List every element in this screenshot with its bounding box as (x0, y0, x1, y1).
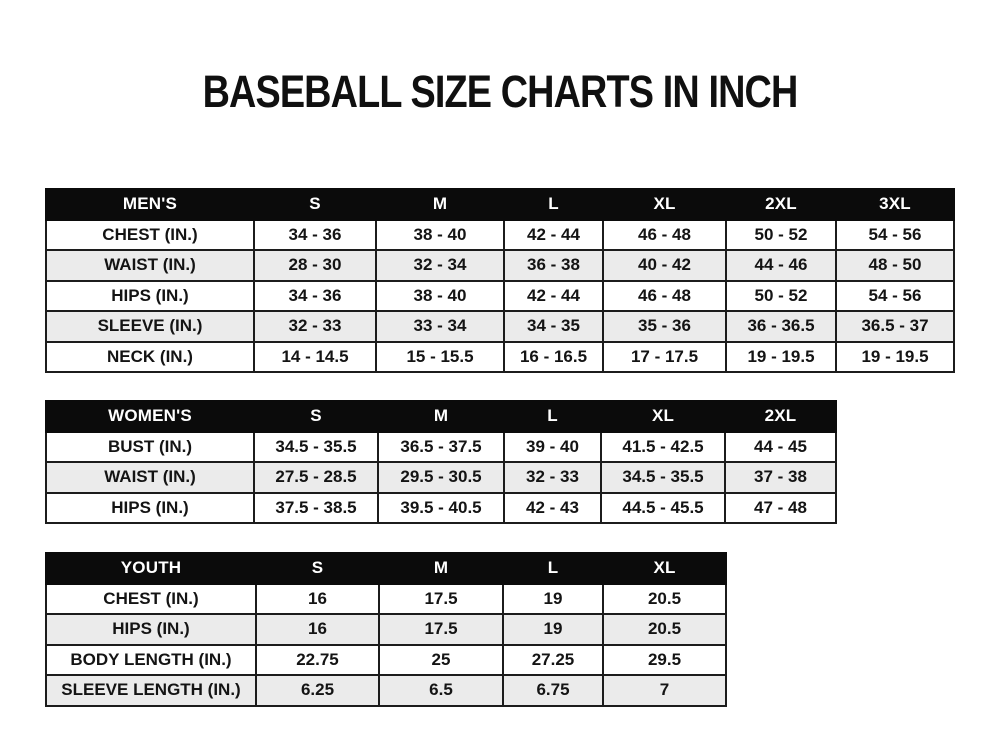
size-value: 34 - 36 (254, 220, 376, 251)
size-value: 20.5 (603, 584, 726, 615)
size-value: 44.5 - 45.5 (601, 493, 725, 524)
size-value: 19 (503, 614, 603, 645)
size-value: 17 - 17.5 (603, 342, 726, 373)
page-title: BASEBALL SIZE CHARTS IN INCH (202, 66, 798, 118)
youth-size-table (45, 552, 727, 707)
youth-header-row (46, 553, 726, 584)
table-row (46, 493, 836, 524)
size-column-header-2xl: 2XL (725, 401, 836, 432)
size-value: 38 - 40 (376, 220, 504, 251)
size-value: 16 (256, 614, 379, 645)
size-column-header-s: S (256, 553, 379, 584)
measurement-label: SLEEVE LENGTH (IN.) (46, 675, 256, 706)
table-row (46, 432, 836, 463)
size-value: 28 - 30 (254, 250, 376, 281)
size-value: 7 (603, 675, 726, 706)
size-value: 19 - 19.5 (726, 342, 836, 373)
size-value: 54 - 56 (836, 281, 954, 312)
size-value: 44 - 45 (725, 432, 836, 463)
size-value: 46 - 48 (603, 281, 726, 312)
mens-table-title-cell: MEN'S (46, 189, 254, 220)
size-value: 35 - 36 (603, 311, 726, 342)
size-value: 36.5 - 37 (836, 311, 954, 342)
table-row (46, 311, 954, 342)
womens-header-row (46, 401, 836, 432)
size-value: 32 - 33 (254, 311, 376, 342)
size-column-header-xl: XL (601, 401, 725, 432)
size-value: 36.5 - 37.5 (378, 432, 504, 463)
measurement-label: CHEST (IN.) (46, 584, 256, 615)
size-column-header-xl: XL (603, 189, 726, 220)
table-row (46, 675, 726, 706)
size-value: 44 - 46 (726, 250, 836, 281)
table-row (46, 342, 954, 373)
size-value: 50 - 52 (726, 281, 836, 312)
size-value: 17.5 (379, 614, 503, 645)
size-value: 6.25 (256, 675, 379, 706)
size-value: 22.75 (256, 645, 379, 676)
size-value: 33 - 34 (376, 311, 504, 342)
size-value: 27.25 (503, 645, 603, 676)
measurement-label: CHEST (IN.) (46, 220, 254, 251)
size-value: 29.5 (603, 645, 726, 676)
size-value: 32 - 33 (504, 462, 601, 493)
size-value: 37.5 - 38.5 (254, 493, 378, 524)
size-column-header-3xl: 3XL (836, 189, 954, 220)
size-column-header-s: S (254, 401, 378, 432)
size-value: 47 - 48 (725, 493, 836, 524)
table-row (46, 281, 954, 312)
measurement-label: HIPS (IN.) (46, 281, 254, 312)
size-value: 40 - 42 (603, 250, 726, 281)
mens-size-table (45, 188, 955, 373)
size-column-header-xl: XL (603, 553, 726, 584)
size-value: 42 - 44 (504, 281, 603, 312)
size-value: 6.5 (379, 675, 503, 706)
size-value: 29.5 - 30.5 (378, 462, 504, 493)
size-value: 25 (379, 645, 503, 676)
size-value: 19 (503, 584, 603, 615)
measurement-label: WAIST (IN.) (46, 250, 254, 281)
size-value: 54 - 56 (836, 220, 954, 251)
size-value: 48 - 50 (836, 250, 954, 281)
measurement-label: BUST (IN.) (46, 432, 254, 463)
measurement-label: WAIST (IN.) (46, 462, 254, 493)
size-value: 15 - 15.5 (376, 342, 504, 373)
womens-size-table (45, 400, 837, 524)
size-column-header-m: M (378, 401, 504, 432)
size-value: 39 - 40 (504, 432, 601, 463)
table-row (46, 462, 836, 493)
size-value: 41.5 - 42.5 (601, 432, 725, 463)
size-value: 42 - 43 (504, 493, 601, 524)
youth-table-title-cell: YOUTH (46, 553, 256, 584)
womens-table-title-cell: WOMEN'S (46, 401, 254, 432)
size-column-header-l: L (503, 553, 603, 584)
table-row (46, 614, 726, 645)
size-value: 16 - 16.5 (504, 342, 603, 373)
measurement-label: BODY LENGTH (IN.) (46, 645, 256, 676)
size-value: 32 - 34 (376, 250, 504, 281)
size-value: 46 - 48 (603, 220, 726, 251)
size-value: 20.5 (603, 614, 726, 645)
size-value: 39.5 - 40.5 (378, 493, 504, 524)
size-column-header-l: L (504, 401, 601, 432)
mens-header-row (46, 189, 954, 220)
size-column-header-m: M (376, 189, 504, 220)
size-column-header-l: L (504, 189, 603, 220)
size-value: 34 - 35 (504, 311, 603, 342)
size-value: 36 - 38 (504, 250, 603, 281)
size-column-header-m: M (379, 553, 503, 584)
size-value: 6.75 (503, 675, 603, 706)
size-value: 17.5 (379, 584, 503, 615)
size-value: 34.5 - 35.5 (601, 462, 725, 493)
size-value: 14 - 14.5 (254, 342, 376, 373)
size-value: 36 - 36.5 (726, 311, 836, 342)
size-column-header-2xl: 2XL (726, 189, 836, 220)
table-row (46, 250, 954, 281)
size-value: 50 - 52 (726, 220, 836, 251)
size-value: 16 (256, 584, 379, 615)
measurement-label: HIPS (IN.) (46, 493, 254, 524)
table-row (46, 645, 726, 676)
table-row (46, 220, 954, 251)
measurement-label: HIPS (IN.) (46, 614, 256, 645)
measurement-label: SLEEVE (IN.) (46, 311, 254, 342)
size-value: 38 - 40 (376, 281, 504, 312)
measurement-label: NECK (IN.) (46, 342, 254, 373)
table-row (46, 584, 726, 615)
size-value: 34.5 - 35.5 (254, 432, 378, 463)
size-value: 37 - 38 (725, 462, 836, 493)
size-value: 27.5 - 28.5 (254, 462, 378, 493)
size-value: 42 - 44 (504, 220, 603, 251)
size-column-header-s: S (254, 189, 376, 220)
size-value: 19 - 19.5 (836, 342, 954, 373)
size-value: 34 - 36 (254, 281, 376, 312)
